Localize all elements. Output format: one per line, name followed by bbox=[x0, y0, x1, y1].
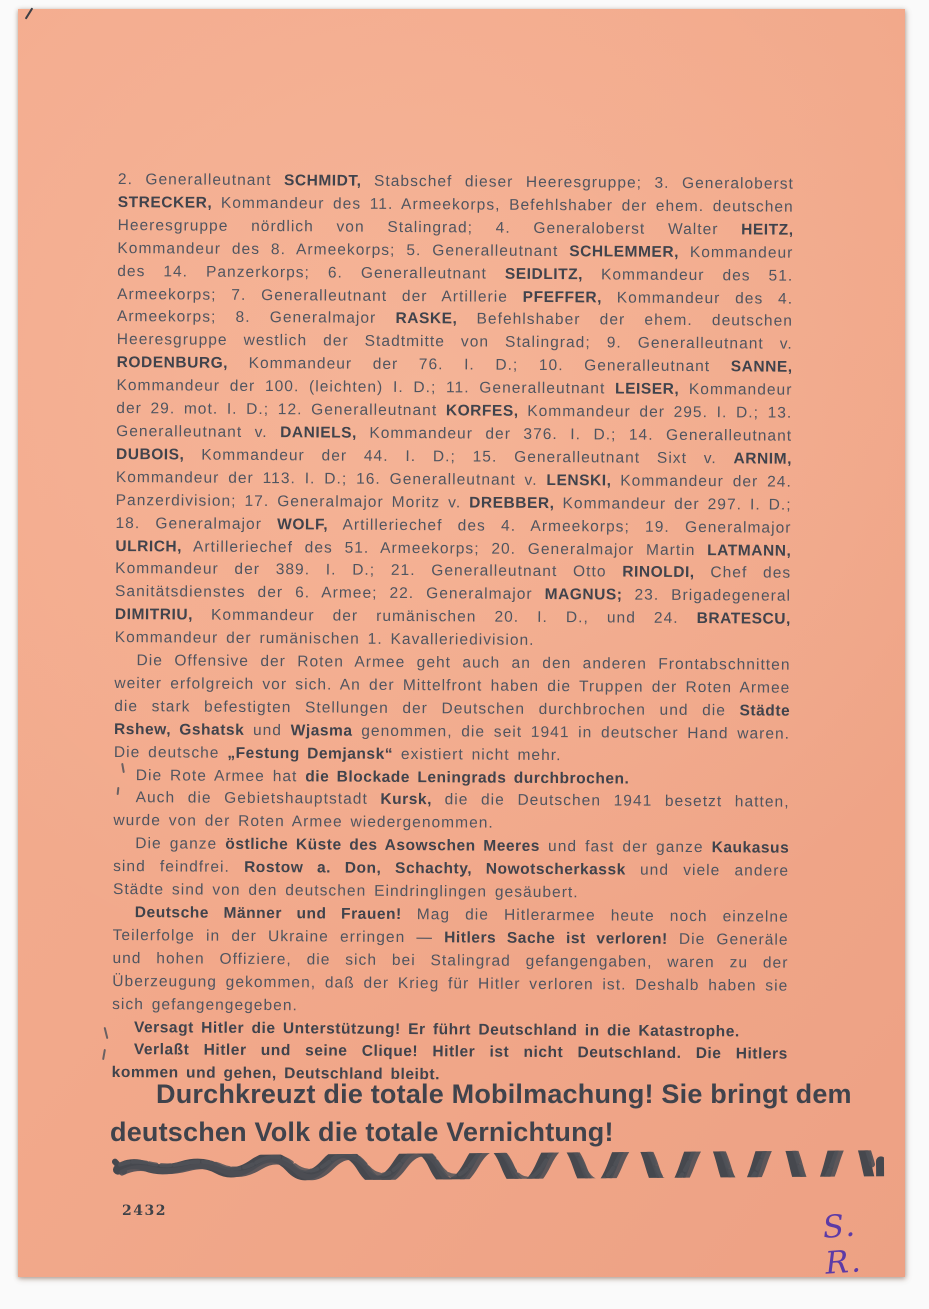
bold-run: SANNE, bbox=[730, 358, 793, 376]
bold-run: DREBBER, bbox=[469, 494, 555, 512]
bold-run: MAGNUS; bbox=[544, 586, 623, 604]
pen-mark-margin-4 bbox=[102, 1049, 106, 1060]
text-run: Die Rote Armee hat bbox=[135, 766, 306, 785]
bold-run: Städte Rshew, Gshatsk bbox=[114, 702, 791, 739]
text-run: die die Deutschen 1941 besetzt hatten, wurde von der Roten Armee wiedergenommen. bbox=[113, 791, 790, 833]
bold-run: WOLF, bbox=[277, 515, 329, 534]
bold-run: Versagt Hitler die Unterstützung! Er führt Deutschland in die Katastrophe. bbox=[133, 1018, 740, 1040]
text-run: Kommandeur des 4. Armeekorps; 8. Generalmajor bbox=[116, 288, 794, 328]
text-run: Kommandeur des 51. Armeekorps; 7. Generalleutnant der Artillerie bbox=[117, 265, 794, 306]
bold-run: ULRICH, bbox=[115, 537, 183, 555]
bold-run: DUBOIS, bbox=[115, 445, 185, 464]
bold-run: RASKE, bbox=[395, 310, 458, 328]
sheet-number: 2432 bbox=[122, 1203, 167, 1219]
text-run: Chef des Sanitätsdienstes der 6. Armee; 22. Generalmajor bbox=[114, 564, 792, 604]
bold-run: DANIELS, bbox=[280, 424, 357, 442]
bold-run: „Festung Demjansk“ bbox=[227, 744, 394, 763]
bold-run: PFEFFER, bbox=[522, 288, 603, 306]
text-run: 2. Generalleutnant bbox=[117, 170, 285, 190]
text-run: Auch die Gebietshauptstadt bbox=[135, 789, 381, 809]
text-run: existiert nicht mehr. bbox=[393, 745, 562, 764]
text-run: genommen, die seit 1941 in deutscher Hand waren. Die deutsche bbox=[113, 722, 791, 762]
paragraph bbox=[112, 902, 789, 1021]
text-run: Kommandeur der 76. I. D.; 10. Generalleutnant bbox=[228, 355, 731, 376]
bold-run: KORFES, bbox=[445, 402, 519, 420]
text-run: Die ganze bbox=[135, 835, 226, 854]
paragraph bbox=[114, 650, 791, 769]
text-run: Kommandeur der 389. I. D.; 21. Generalleutnant Otto bbox=[115, 560, 623, 581]
paragraph bbox=[115, 169, 794, 655]
pen-mark-margin-3 bbox=[104, 1027, 109, 1039]
text-run: Kommandeur der 376. I. D.; 14. Generalleutnant bbox=[356, 424, 793, 445]
paragraph bbox=[113, 833, 789, 906]
bold-run: STRECKER, bbox=[117, 193, 213, 212]
bold-run: Verlaßt Hitler und seine Clique! Hitler ist nicht Deutschland. Die Hitlers kommen und gehen, Deutschland bleibt. bbox=[111, 1041, 788, 1084]
decorative-scribble-rule bbox=[112, 1150, 884, 1181]
text-run: Kommandeur des 11. Armeekorps, Befehlshaber der ehem. deutschen Heeresgruppe nördlich von Stalingrad; 4. Generaloberst Walter bbox=[117, 194, 794, 239]
handwritten-initials: S. R. bbox=[821, 1207, 864, 1282]
text-run: Mag die Hitlerarmee heute noch einzelne Teilerfolge in der Ukraine erringen — bbox=[112, 905, 789, 947]
text-run: Kommandeur des 8. Armeekorps; 5. Generalleutnant bbox=[117, 239, 570, 260]
bold-run: Deutsche Männer und Frauen! bbox=[134, 904, 402, 923]
bold-run: östliche Küste des Asowschen Meeres bbox=[225, 836, 541, 856]
bold-run: LATMANN, bbox=[707, 541, 792, 560]
text-run: Artilleriechef des 51. Armeekorps; 20. Generalmajor Martin bbox=[182, 537, 708, 559]
text-run: und fast der ganze bbox=[539, 838, 712, 857]
text-run: Stabschef dieser Heeresgruppe; 3. Generaloberst bbox=[361, 172, 794, 193]
bold-run: SCHLEMMER, bbox=[569, 242, 680, 261]
bold-run: die Blockade Leningrads durchbrochen. bbox=[305, 767, 630, 788]
text-run: Kommandeur der rumänischen 20. I. D., und 24. bbox=[192, 606, 697, 628]
bold-run: DIMITRIU, bbox=[114, 606, 194, 624]
text-run: Kommandeur des 14. Panzerkorps; 6. Generalleutnant bbox=[117, 243, 794, 283]
leaflet-page bbox=[18, 9, 905, 1282]
bold-run: Wjasma bbox=[290, 721, 353, 740]
text-run: sind feindfrei. bbox=[113, 858, 245, 877]
text-run: Kommandeur der rumänischen 1. Kavalleriedivision. bbox=[114, 629, 535, 650]
text-run: Kommandeur der 29. mot. I. D.; 12. Generalleutnant bbox=[116, 381, 793, 420]
bold-run: SCHMIDT, bbox=[283, 172, 362, 190]
bold-run: ARNIM, bbox=[733, 450, 793, 468]
paragraph bbox=[113, 787, 789, 838]
text-run: Kommandeur der 297. I. D.; 18. Generalmajor bbox=[115, 494, 792, 533]
text-run: 23. Brigadegeneral bbox=[622, 586, 792, 606]
text-run: Artilleriechef des 4. Armeekorps; 19. Generalmajor bbox=[328, 516, 792, 537]
bold-run: SEIDLITZ, bbox=[504, 265, 584, 283]
bold-run: RODENBURG, bbox=[116, 354, 229, 373]
bold-run: LEISER, bbox=[615, 380, 680, 399]
text-run: Befehlshaber der ehem. deutschen Heeresgruppe westlich der Stadtmitte von Stalingrad; 9. Generalleutnant v. bbox=[116, 310, 794, 354]
bold-run: Kursk, bbox=[380, 791, 433, 809]
bold-run: Hitlers Sache ist verloren! bbox=[444, 929, 668, 948]
text-run: Die Offensive der Roten Armee geht auch an den anderen Frontabschnitten weiter erfolgreich vor sich. An der Mittelfront haben die Truppen der Roten Armee die stark befestigten Stellungen der Deutschen durchbrochen und die bbox=[114, 652, 791, 720]
bold-run: Kaukasus bbox=[711, 839, 790, 857]
text-run: Kommandeur der 100. (leichten) I. D.; 11. Generalleutnant bbox=[116, 377, 616, 398]
bold-run: RINOLDI, bbox=[622, 563, 695, 582]
text-run: und bbox=[244, 721, 291, 739]
bold-run: HEITZ, bbox=[741, 221, 794, 239]
leaflet-body-text bbox=[112, 169, 794, 1090]
bold-run: BRATESCU, bbox=[696, 610, 791, 628]
bold-run: LENSKI, bbox=[546, 471, 612, 490]
bold-run: Rostow a. Don, Schachty, Nowotscherkassk bbox=[244, 859, 626, 879]
text-run: Die Generäle und hohen Offiziere, die sich bei Stalingrad gefangengaben, waren zu der Überzeugung gekommen, daß der Krieg für Hitler verloren ist. Deshalb haben sie sich gefangengegeben. bbox=[112, 930, 789, 1014]
text-run: Kommandeur der 24. Panzerdivision; 17. Generalmajor Moritz v. bbox=[115, 472, 792, 512]
closing-slogan: Durchkreuzt die totale Mobilmachung! Sie bringt dem deutschen Volk die totale Vernichtung! bbox=[110, 1079, 852, 1147]
text-run: Kommandeur der 44. I. D.; 15. Generalleutnant Sixt v. bbox=[184, 446, 734, 468]
text-run: Kommandeur der 295. I. D.; 13. Generalleutnant v. bbox=[116, 402, 793, 442]
pen-mark-top-left bbox=[25, 7, 34, 19]
text-run: und viele andere Städte sind von den deutschen Eindringlingen gesäubert. bbox=[112, 861, 790, 902]
text-run: Kommandeur der 113. I. D.; 16. Generalleutnant v. bbox=[115, 468, 547, 489]
